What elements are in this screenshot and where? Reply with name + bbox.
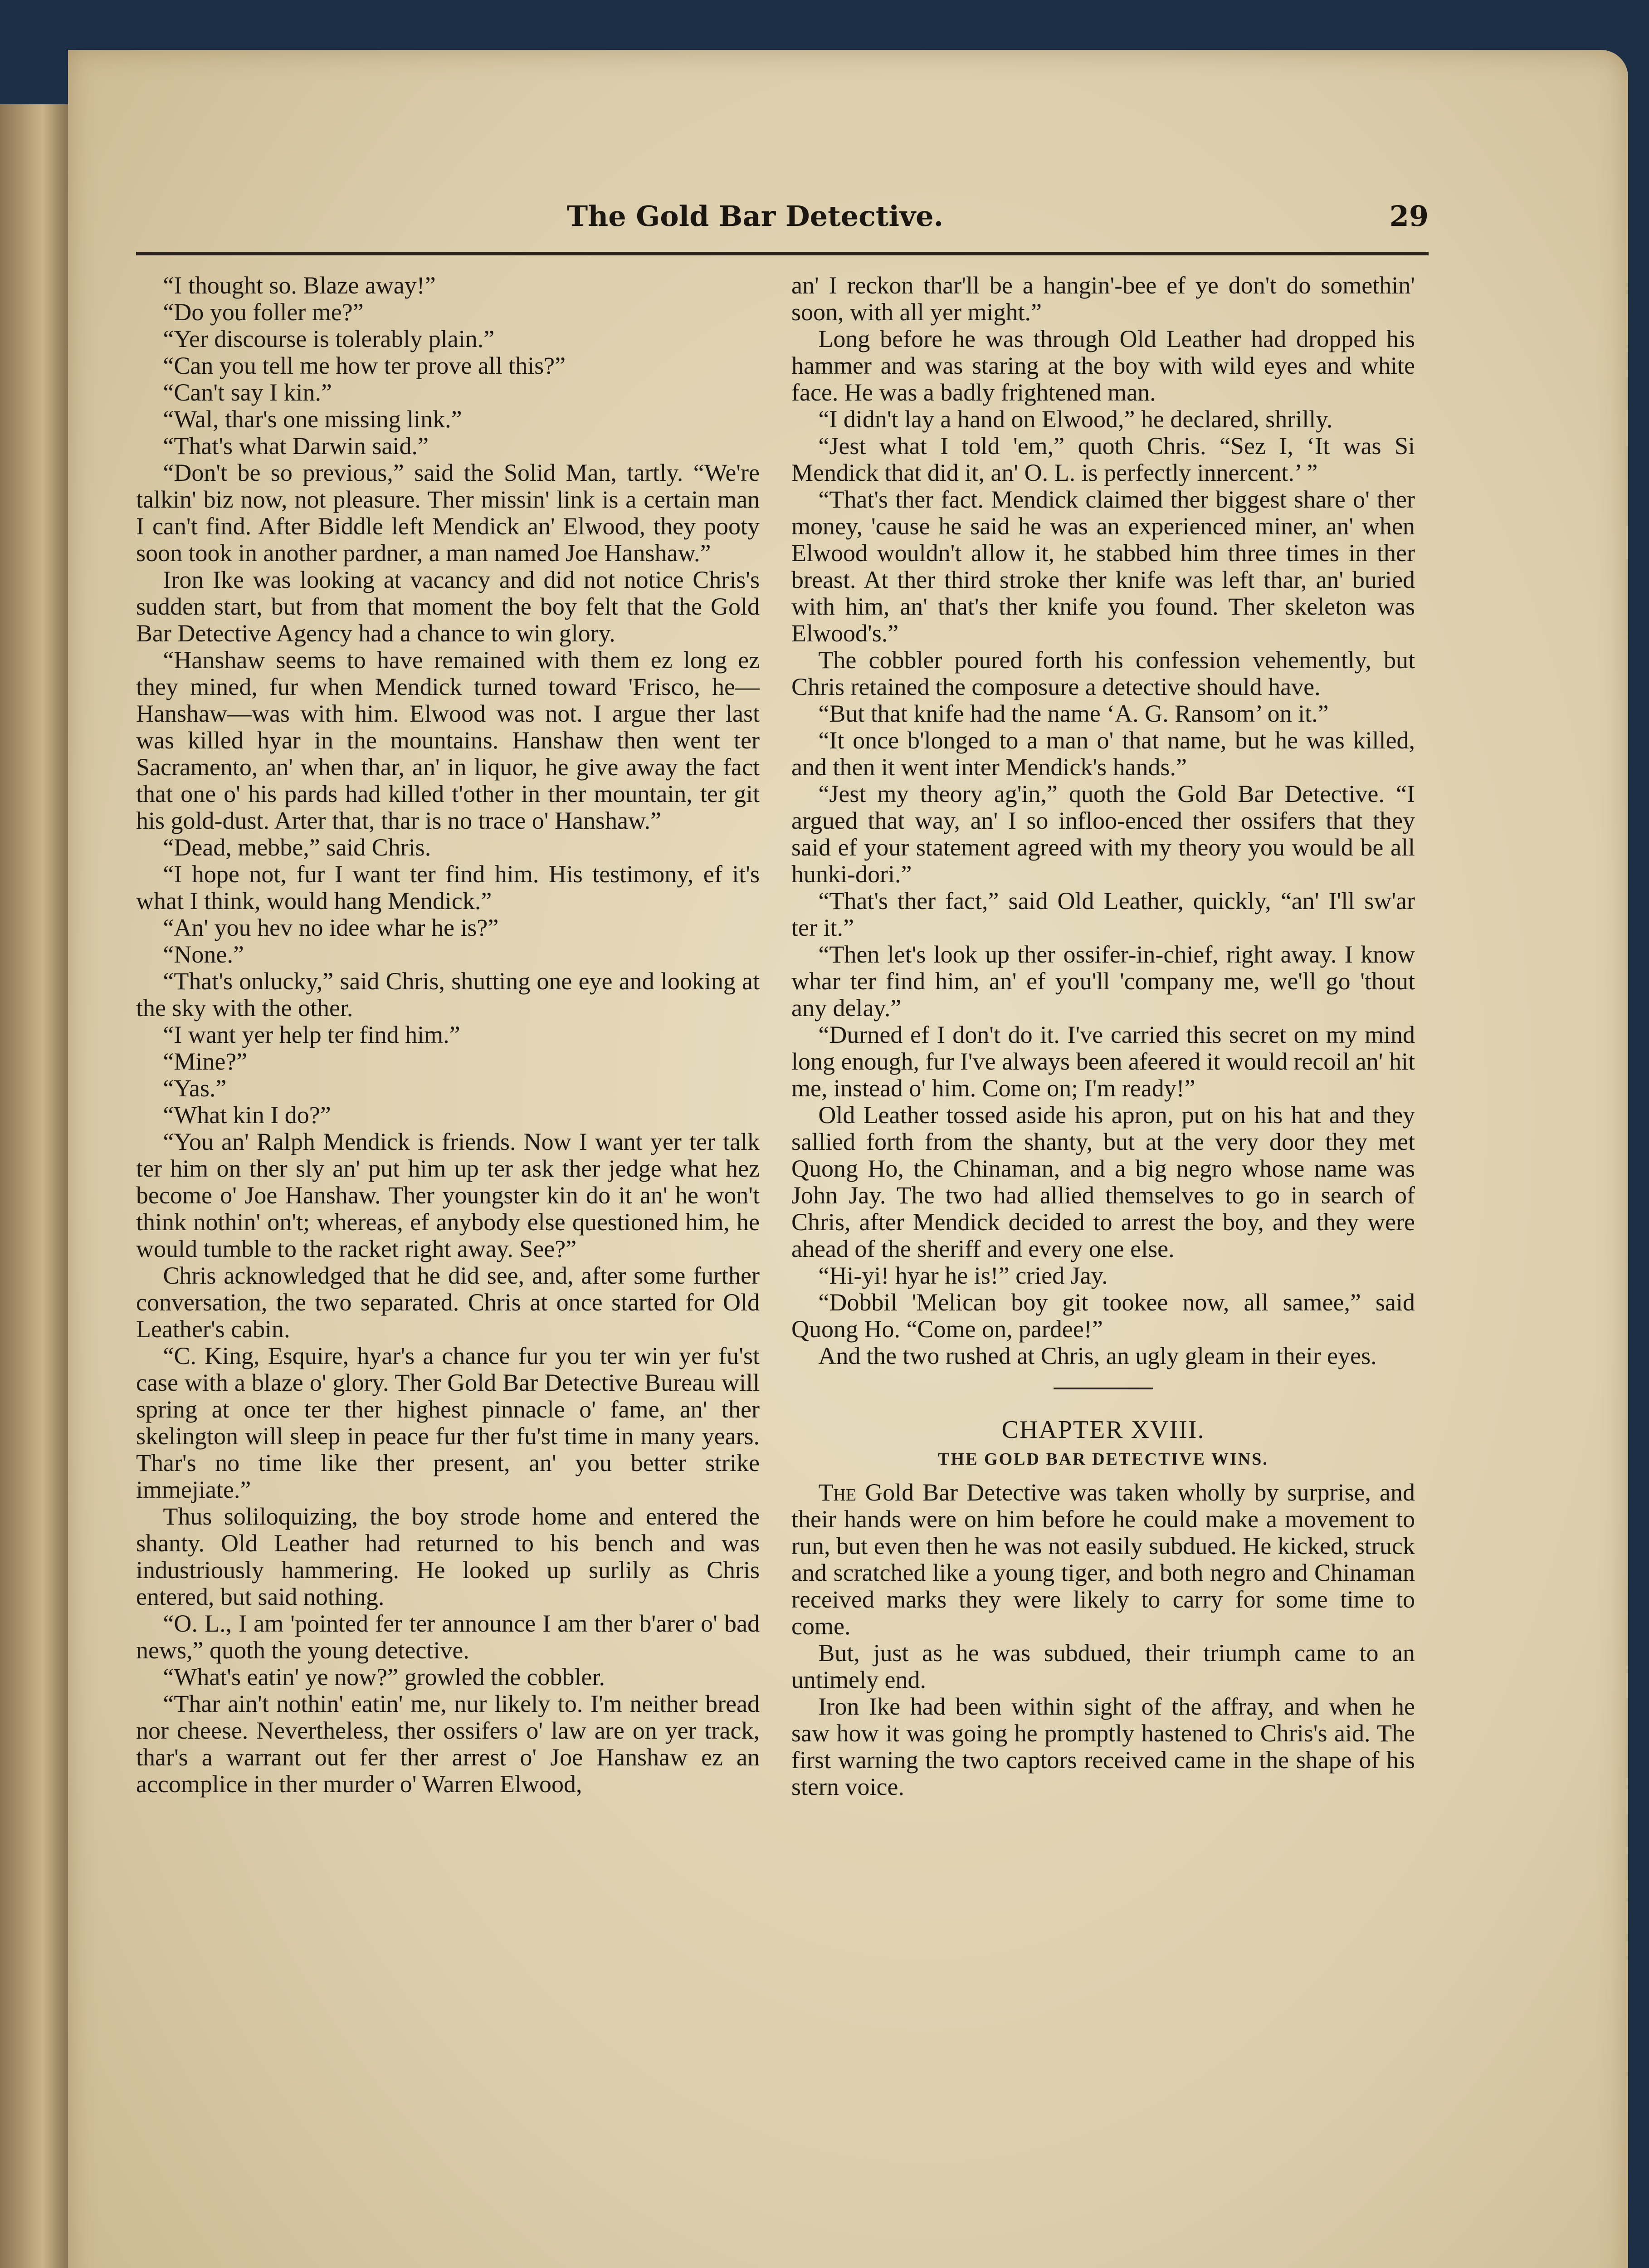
paragraph: Old Leather tossed aside his apron, put on his hat and they sallied forth from the shanty, but at the very door they met Quong Ho, the Chinaman, and a big negro whose name was John Jay. The two had allied themselves to go in search of Chris, after Mendick decided to arrest the boy, and they were ahead of the sheriff and every one else. xyxy=(791,1101,1415,1262)
paragraph: “That's what Darwin said.” xyxy=(163,432,429,459)
paragraph: “But that knife had the name ‘A. G. Ransom’ on it.” xyxy=(818,700,1329,727)
paragraph: Iron Ike was looking at vacancy and did not notice Chris's sudden start, but from that moment the boy felt that the Gold Bar Detective Agency had a chance to win glory. xyxy=(136,566,760,647)
paragraph: “You an' Ralph Mendick is friends. Now I want yer ter talk ter him on ther sly an' put him up ter ask ther jedge what hez become o' Joe Hanshaw. Ther youngster kin do it an' he won't think nothin' on't; whereas, ef anybody else questioned him, he would tumble to the racket right away. See?” xyxy=(136,1128,760,1262)
paragraph: “Don't be so previous,” said the Solid Man, tartly. “We're talkin' biz now, not pleasure. Ther missin' link is a certain man I can't find. After Biddle left Mendick an' Elwood, they pooty soon took in another pardner, a man named Joe Hanshaw.” xyxy=(136,459,760,567)
header-rule xyxy=(136,252,1429,255)
paragraph: “O. L., I am 'pointed fer ter announce I am ther b'arer o' bad news,” quoth the young detective. xyxy=(136,1610,760,1664)
chapter-divider xyxy=(1054,1388,1153,1389)
paragraph: “Durned ef I don't do it. I've carried this secret on my mind long enough, fur I've always been afeered it would recoil an' hit me, instead o' him. Come on; I'm ready!” xyxy=(791,1021,1415,1102)
paragraph: “Mine?” xyxy=(163,1048,248,1075)
paragraph: The cobbler poured forth his confession vehemently, but Chris retained the composure a detective should have. xyxy=(791,646,1415,700)
paragraph: “An' you hev no idee whar he is?” xyxy=(163,914,499,941)
paragraph: Chris acknowledged that he did see, and, after some further conversation, the two separated. Chris at once started for Old Leather's cabin. xyxy=(136,1262,760,1343)
paragraph: “Jest what I told 'em,” quoth Chris. “Sez I, ‘It was Si Mendick that did it, an' O. L. is perfectly innercent.’ ” xyxy=(791,432,1415,486)
paragraph: “Dobbil 'Melican boy git tookee now, all samee,” said Quong Ho. “Come on, pardee!” xyxy=(791,1289,1415,1343)
paragraph: And the two rushed at Chris, an ugly gleam in their eyes. xyxy=(818,1342,1377,1369)
paragraph: “Dead, mebbe,” said Chris. xyxy=(163,834,431,861)
paragraph: “Jest my theory ag'in,” quoth the Gold Bar Detective. “I argued that way, an' I so infloo-enced ther ossifers that they said ef your statement agreed with my theory you would be all hunki-dori.” xyxy=(791,780,1415,888)
paragraph: “Yer discourse is tolerably plain.” xyxy=(163,325,495,352)
paragraph: Long before he was through Old Leather had dropped his hammer and was staring at the boy with wild eyes and white face. He was a badly frightened man. xyxy=(791,325,1415,406)
paragraph: “What's eatin' ye now?” growled the cobbler. xyxy=(163,1663,605,1691)
left-column xyxy=(136,272,760,1798)
chapter-lead-word: The xyxy=(818,1479,857,1506)
paragraph: “I hope not, fur I want ter find him. His testimony, ef it's what I think, would hang Mendick.” xyxy=(136,860,760,914)
paragraph: “Can't say I kin.” xyxy=(163,379,332,406)
paragraph: “Yas.” xyxy=(163,1075,227,1102)
chapter-title: CHAPTER XVIII. xyxy=(1001,1416,1205,1444)
paragraph: “Wal, thar's one missing link.” xyxy=(163,406,462,433)
paragraph: an' I reckon thar'll be a hangin'-bee ef ye don't do somethin' soon, with all yer might.” xyxy=(791,272,1415,326)
paragraph: “It once b'longed to a man o' that name, but he was killed, and then it went inter Mendick's hands.” xyxy=(791,727,1415,781)
paragraph: “Can you tell me how ter prove all this?” xyxy=(163,352,566,379)
chapter-first-paragraph xyxy=(791,1479,1415,1640)
paragraph: “Thar ain't nothin' eatin' me, nur likely to. I'm neither bread nor cheese. Nevertheless, ther ossifers o' law are on yer track, thar's a warrant out fer ther arrest o' Joe Hanshaw ez an accomplice in ther murder o' Warren Elwood, xyxy=(136,1690,760,1798)
running-title: The Gold Bar Detective. xyxy=(567,200,944,233)
page-number: 29 xyxy=(1389,200,1429,233)
chapter-subtitle: THE GOLD BAR DETECTIVE WINS. xyxy=(938,1450,1268,1469)
paragraph: “I want yer help ter find him.” xyxy=(163,1021,460,1048)
chapter-paragraphs xyxy=(791,1640,1415,1800)
paragraph: “Hi-yi! hyar he is!” cried Jay. xyxy=(818,1262,1108,1289)
paragraph: “That's ther fact,” said Old Leather, quickly, “an' I'll sw'ar ter it.” xyxy=(791,887,1415,941)
paragraph: “None.” xyxy=(163,941,244,968)
left-page-edge xyxy=(0,104,77,2268)
paragraph: “I thought so. Blaze away!” xyxy=(163,272,436,299)
paragraph: Iron Ike had been within sight of the affray, and when he saw how it was going he promptly hastened to Chris's aid. The first warning the two captors received came in the shape of his stern voice. xyxy=(791,1693,1415,1800)
right-column xyxy=(791,272,1415,1800)
paragraph: “That's onlucky,” said Chris, shutting one eye and looking at the sky with the other. xyxy=(136,968,760,1022)
right-column-text xyxy=(791,272,1415,1369)
paragraph: “I didn't lay a hand on Elwood,” he declared, shrilly. xyxy=(818,406,1333,433)
paragraph: “What kin I do?” xyxy=(163,1101,331,1129)
paragraph: “That's ther fact. Mendick claimed ther biggest share o' ther money, 'cause he said he was an experienced miner, an' when Elwood wouldn't allow it, he stabbed him three times in ther breast. At ther third stroke ther knife was left thar, an' buried with him, an' that's ther knife you found. Ther skeleton was Elwood's.” xyxy=(791,486,1415,647)
page-header xyxy=(136,191,1429,245)
paragraph: But, just as he was subdued, their triumph came to an untimely end. xyxy=(791,1639,1415,1693)
paragraph: “Then let's look up ther ossifer-in-chief, right away. I know whar ter find him, an' ef you'll 'company me, we'll go 'thout any delay.” xyxy=(791,941,1415,1022)
paragraph: “Do you foller me?” xyxy=(163,298,364,326)
chapter-first-paragraph-text: Gold Bar Detective was taken wholly by surprise, and their hands were on him before he could make a movement to run, but even then he was not easily subdued. He kicked, struck and scratched like a young tiger, and both negro and Chinaman received marks they were likely to carry for some time to come. xyxy=(791,1479,1415,1640)
paragraph: Thus soliloquizing, the boy strode home and entered the shanty. Old Leather had returned to his bench and was industriously hammering. He looked up surlily as Chris entered, but said nothing. xyxy=(136,1503,760,1610)
paragraph: “C. King, Esquire, hyar's a chance fur you ter win yer fu'st case with a blaze o' glory. Ther Gold Bar Detective Bureau will spring at once ter ther highest pinnacle o' fame, an' ther skelington will sleep in peace fur ther fu'st time in many years. Thar's no time like ther present, an' you better strike immejiate.” xyxy=(136,1342,760,1503)
paragraph: “Hanshaw seems to have remained with them ez long ez they mined, fur when Mendick turned toward 'Frisco, he—Hanshaw—was with him. Elwood was not. I argue ther last was killed hyar in the mountains. Hanshaw then went ter Sacramento, an' when thar, an' in liquor, he give away the fact that one o' his pards had killed t'other in ther mountain, ter git his gold-dust. Arter that, thar is no trace o' Hanshaw.” xyxy=(136,646,760,834)
